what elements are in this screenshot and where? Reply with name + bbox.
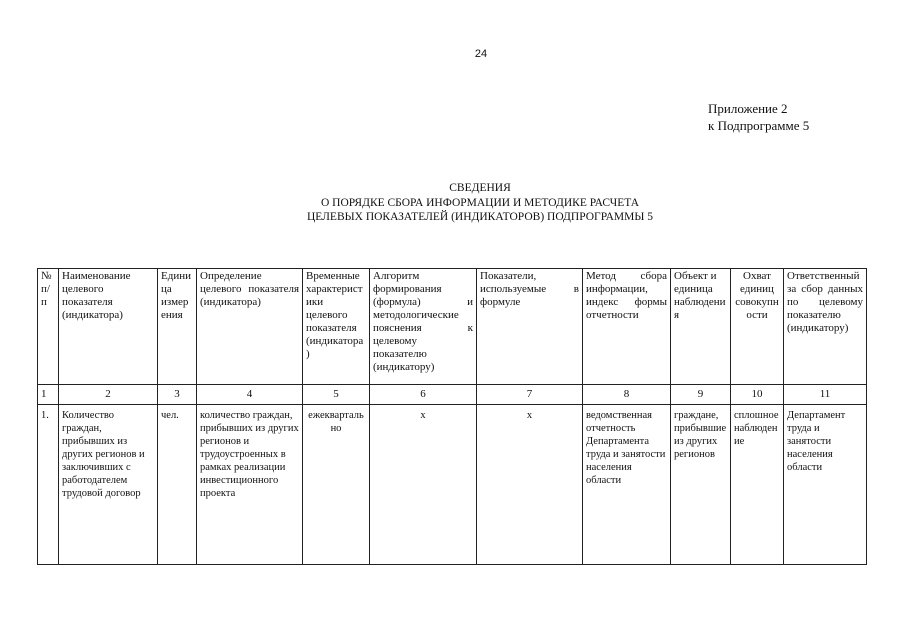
row-indicators: x — [477, 405, 583, 565]
appendix-line-2: к Подпрограмме 5 — [708, 118, 810, 133]
header-cell-name: Наименование целевого показателя (индикатора) — [59, 269, 158, 385]
row-object: граждане, прибывшие из других регионов — [671, 405, 731, 565]
header-cell-unit: Единица измерения — [158, 269, 197, 385]
row-coverage: сплошное наблюдение — [731, 405, 784, 565]
row-unit: чел. — [158, 405, 197, 565]
header-cell-time: Временные характеристики целевого показателя (индикатора) — [303, 269, 370, 385]
header-cell-object: Объект и единица наблюдения — [671, 269, 731, 385]
row-responsible: Департамент труда и занятости населения области — [784, 405, 867, 565]
indicators-table — [37, 268, 867, 565]
column-number: 11 — [784, 385, 867, 405]
row-name: Количество граждан, прибывших из других регионов и заключивших с работодателем трудовой договор — [59, 405, 158, 565]
document-title — [250, 181, 710, 225]
column-number: 10 — [731, 385, 784, 405]
table-header-row — [38, 269, 867, 385]
title-line-3: ЦЕЛЕВЫХ ПОКАЗАТЕЛЕЙ (ИНДИКАТОРОВ) ПОДПРОГРАММЫ 5 — [306, 211, 654, 223]
column-number: 2 — [59, 385, 158, 405]
row-method: ведомственная отчетность Департамента труда и занятости населения области — [583, 405, 671, 565]
column-number: 5 — [303, 385, 370, 405]
header-cell-definition: Определение целевого показателя (индикатора) — [197, 269, 303, 385]
header-cell-algorithm: Алгоритм формирования (формула) и методологические пояснения к целевому показателю (индикатору) — [370, 269, 477, 385]
header-cell-indicators: Показатели, используемые в формуле — [477, 269, 583, 385]
column-number: 4 — [197, 385, 303, 405]
row-algorithm: x — [370, 405, 477, 565]
appendix-line-1: Приложение 2 — [708, 101, 788, 116]
table-row — [38, 405, 867, 565]
column-number: 3 — [158, 385, 197, 405]
header-cell-responsible: Ответственный за сбор данных по целевому показателю (индикатору) — [784, 269, 867, 385]
header-cell-num: № п/п — [38, 269, 59, 385]
page-number: 24 — [474, 48, 488, 60]
header-cell-method: Метод сбора информации, индекс формы отчетности — [583, 269, 671, 385]
column-number: 7 — [477, 385, 583, 405]
column-number: 6 — [370, 385, 477, 405]
row-num: 1. — [38, 405, 59, 565]
title-line-1: СВЕДЕНИЯ — [449, 182, 511, 194]
header-cell-coverage: Охват единиц совокупности — [731, 269, 784, 385]
column-number-row — [38, 385, 867, 405]
appendix-label — [708, 100, 809, 134]
row-time: ежеквартально — [303, 405, 370, 565]
row-definition: количество граждан, прибывших из других регионов и трудоустроенных в рамках реализации инвестиционного проекта — [197, 405, 303, 565]
column-number: 1 — [38, 385, 59, 405]
title-line-2: О ПОРЯДКЕ СБОРА ИНФОРМАЦИИ И МЕТОДИКЕ РАСЧЕТА — [320, 196, 640, 209]
column-number: 9 — [671, 385, 731, 405]
column-number: 8 — [583, 385, 671, 405]
